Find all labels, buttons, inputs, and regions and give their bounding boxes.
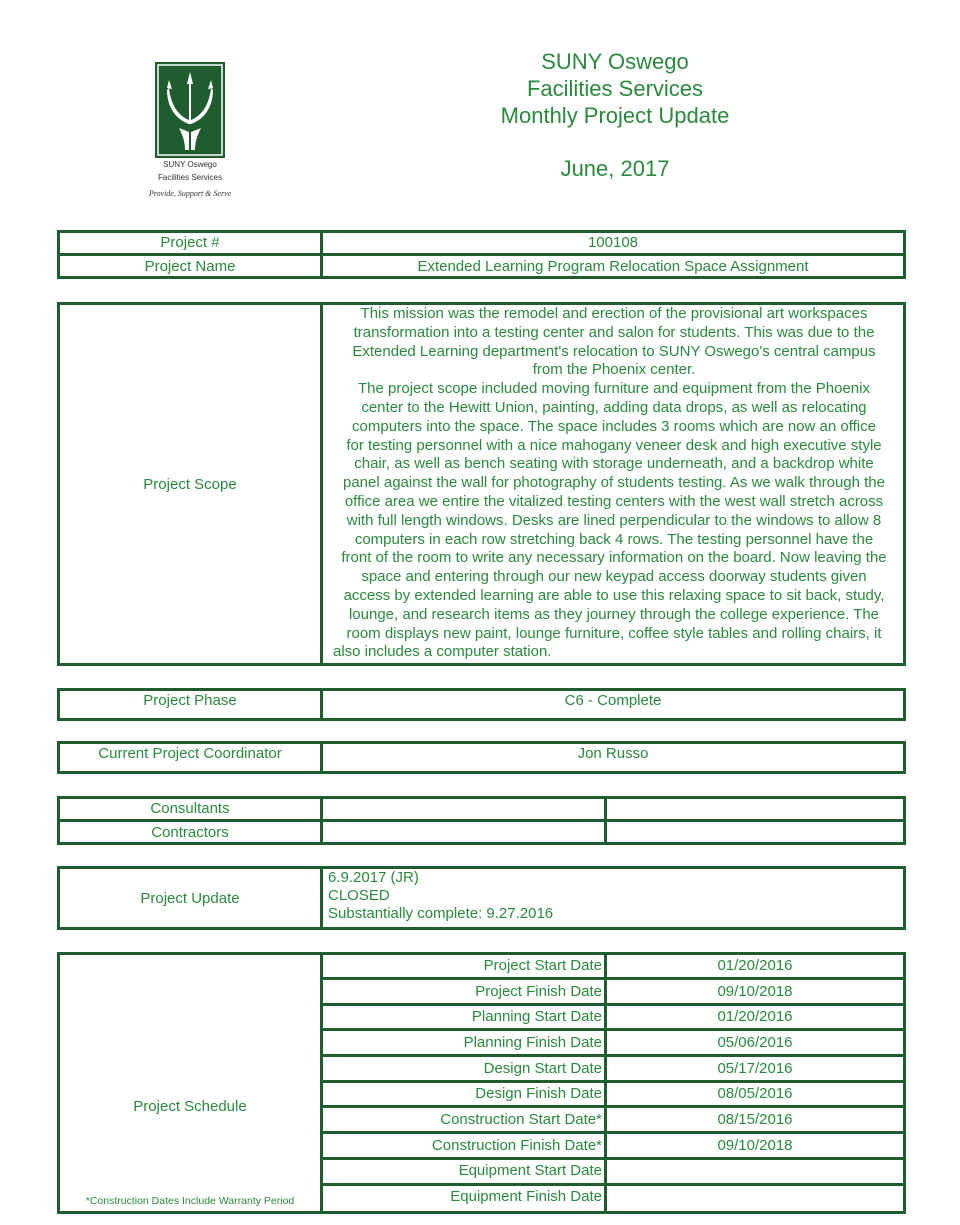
logo-tagline: Provide, Support & Serve [148, 189, 232, 198]
consultants-label: Consultants [150, 800, 230, 817]
logo-org-line2: Facilities Services [157, 173, 222, 182]
scope-line: office area we entire the vitalized testing centers with the west wall stretch across [344, 492, 884, 510]
schedule-row-value: 08/05/2016 [717, 1084, 793, 1102]
scope-line: lounge, and research items as they journey through the college experience. The [348, 605, 880, 623]
coordinator-value: Jon Russo [577, 745, 649, 762]
scope-line: access by extended learning are able to use this relaxing space to sit back, study, [343, 586, 885, 604]
update-line2: CLOSED [328, 887, 390, 904]
schedule-row-label: Planning Start Date [471, 1007, 602, 1025]
coordinator-label: Current Project Coordinator [98, 745, 282, 762]
update-line1: 6.9.2017 (JR) [328, 869, 419, 886]
scope-line: The project scope included moving furniture and equipment from the Phoenix [358, 380, 870, 398]
project-name: Extended Learning Program Relocation Space Assignment [417, 258, 809, 275]
schedule-row-label: Construction Finish Date* [431, 1136, 602, 1154]
project-scope-label: Project Scope [143, 475, 237, 493]
scope-line: center to the Hewitt Union, painting, adding data drops, as well as relocating [361, 398, 867, 416]
scope-line: with full length windows. Desks are lined perpendicular to the windows to allow 8 [346, 511, 882, 529]
schedule-row-value: 05/06/2016 [717, 1033, 793, 1051]
schedule-row-value [607, 1186, 903, 1206]
schedule-row-value [607, 1160, 903, 1180]
schedule-row-value: 09/10/2018 [717, 1136, 793, 1154]
project-number: 100108 [587, 234, 639, 251]
logo [135, 60, 245, 205]
project-phase-label: Project Phase [143, 691, 237, 709]
scope-line: Extended Learning department's relocation to SUNY Oswego's central campus [352, 342, 876, 360]
title-line3: Monthly Project Update [500, 103, 730, 128]
scope-line: computers in each row stretching back 4 rows. The testing personnel have the [354, 530, 874, 548]
scope-line: space and entering through our new keypad access doorway students given [361, 568, 867, 586]
page-title [470, 48, 760, 182]
project-name-label: Project Name [144, 258, 236, 275]
scope-line: for testing personnel with a nice mahogany veneer desk and high executive style [346, 436, 882, 454]
report-date: June, 2017 [560, 156, 670, 181]
project-number-label: Project # [160, 234, 220, 251]
logo-org-line1: SUNY Oswego [163, 160, 217, 169]
scope-line: This mission was the remodel and erection of the provisional art workspaces [360, 305, 868, 322]
scope-line: panel against the wall for photography of students testing. As we walk through the [342, 474, 885, 492]
schedule-row-label: Equipment Start Date [458, 1161, 602, 1179]
scope-line: from the Phoenix center. [532, 361, 696, 379]
project-schedule-label: Project Schedule [133, 1097, 247, 1115]
title-line1: SUNY Oswego [541, 49, 689, 74]
schedule-row-value: 01/20/2016 [717, 956, 793, 974]
schedule-row-label: Project Finish Date [475, 982, 602, 1000]
scope-line: computers into the space. The space includes 3 rooms which are now an office [352, 417, 876, 435]
trident-logo-icon [155, 62, 225, 158]
update-line3: Substantially complete: 9.27.2016 [328, 905, 554, 922]
scope-line: chair, as well as bench seating with storage underneath, and a backdrop white [354, 455, 874, 473]
title-line2: Facilities Services [526, 76, 704, 101]
schedule-row-label: Planning Finish Date [463, 1033, 602, 1051]
scope-line: also includes a computer station. [333, 643, 552, 661]
schedule-row-value: 08/15/2016 [717, 1110, 793, 1128]
schedule-row-label: Project Start Date [483, 956, 602, 974]
project-update-label: Project Update [140, 889, 240, 907]
contractors-label: Contractors [151, 824, 229, 841]
schedule-row-label: Design Start Date [483, 1059, 602, 1077]
project-phase-value: C6 - Complete [564, 691, 662, 709]
scope-line: transformation into a testing center and salon for students. This was due to the [353, 323, 875, 341]
schedule-row-value: 09/10/2018 [717, 982, 793, 1000]
schedule-row-label: Equipment Finish Date [450, 1187, 602, 1205]
schedule-row-value: 01/20/2016 [717, 1007, 793, 1025]
schedule-row-label: Construction Start Date* [440, 1110, 602, 1128]
schedule-row-value: 05/17/2016 [717, 1059, 793, 1077]
project-update-text [328, 869, 553, 923]
scope-line: front of the room to write any necessary information on the board. Now leaving the [341, 549, 887, 567]
schedule-row-label: Design Finish Date [475, 1084, 602, 1102]
scope-line: room displays new paint, lounge furniture, coffee style tables and rolling chairs, it [346, 624, 882, 642]
schedule-note: *Construction Dates Include Warranty Period [85, 1195, 295, 1207]
project-scope-text [325, 305, 903, 662]
